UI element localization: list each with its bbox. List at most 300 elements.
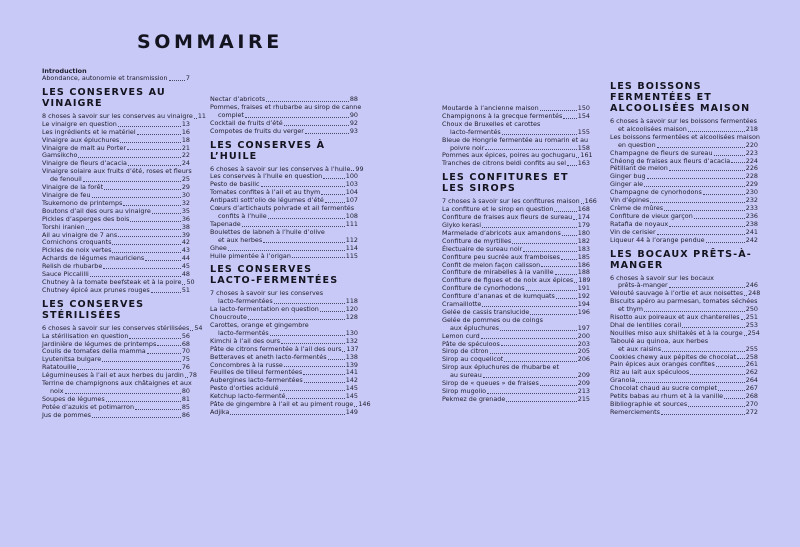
toc-entry-page: 224 (745, 156, 758, 165)
toc-entry-title: Le vinaigre en question (42, 119, 117, 128)
dot-leader (741, 319, 745, 320)
toc-entry-title: Crème de mûres (610, 203, 664, 212)
section-heading: LES BOISSONS FERMENTÉES ET ALCOOLISÉES MAISON (610, 81, 751, 114)
toc-entry-title: Nouilles miso aux shiitakés et à la courge (610, 328, 743, 337)
toc-entry-page: 241 (745, 227, 758, 236)
dot-leader (661, 414, 745, 415)
dot-leader (354, 406, 357, 407)
toc-entry-page: 50 (186, 277, 195, 286)
toc-entry-title: Moutarde à l’ancienne maison (442, 104, 539, 112)
toc-entry-title: Boulettes de labneh à l’huile d’olive (210, 227, 325, 236)
toc-entry-page: 86 (181, 410, 190, 419)
toc-entry-title: Soupes de légumes (42, 394, 105, 403)
dot-leader (555, 274, 577, 275)
dot-leader (102, 361, 181, 362)
toc-entry-page: 270 (745, 400, 758, 408)
dot-leader (284, 125, 349, 126)
dot-leader (185, 377, 188, 378)
toc-entry-page: 161 (580, 151, 593, 160)
toc-entry-title: lacto-fermentés (218, 328, 269, 337)
toc-entry-title: Ketchup lacto-fermenté (210, 392, 286, 401)
toc-entry-title: Confiture peu sucrée aux framboises (442, 252, 560, 261)
dot-leader (487, 393, 577, 394)
dot-leader (490, 353, 577, 354)
dot-leader (90, 276, 181, 277)
toc-entry-page: 70 (181, 347, 190, 356)
toc-entry-page: 16 (181, 127, 190, 136)
toc-entry-title: Boutons d’ail des ours au vinaigre (42, 206, 151, 215)
toc-entry-page: 42 (181, 238, 190, 247)
toc-entry-page: 107 (345, 196, 358, 205)
dot-leader (556, 298, 577, 299)
toc-entry-title: Feuilles de tilleul fermentées (210, 368, 303, 377)
toc-entry-title: Gamsikcho (42, 151, 78, 160)
dot-leader (270, 335, 345, 336)
dot-leader (194, 118, 197, 119)
dot-leader (83, 181, 181, 182)
toc-entry-page: 228 (745, 172, 758, 181)
toc-entry-page: 149 (345, 408, 358, 416)
dot-leader (130, 221, 180, 222)
dot-leader (320, 311, 345, 312)
toc-entry-title: 7 choses à savoir sur les conserves (210, 289, 324, 298)
toc-entry-title: Risotto aux poireaux et aux chanterelles (610, 313, 740, 322)
toc-entry-title: 6 choses à savoir sur les boissons fermentées (610, 117, 757, 125)
toc-entry-title: Betteraves et aneth lacto-fermentés (210, 352, 327, 361)
toc-entry-title: Confiture d’ananas et de kumquats (442, 292, 555, 301)
toc-entry[interactable] (210, 253, 358, 261)
toc-entry-page: 108 (345, 211, 358, 220)
toc-entry-page: 154 (577, 111, 590, 120)
dot-leader (128, 165, 181, 166)
dot-leader (703, 194, 745, 195)
dot-leader (281, 343, 345, 344)
toc-entry-page: 88 (349, 95, 358, 103)
toc-entry-page: 54 (194, 323, 203, 332)
toc-entry-title: complet (218, 110, 244, 119)
toc-entry-title: Granola (610, 376, 636, 385)
toc-entry-title: Jus de pommes (42, 410, 91, 419)
toc-entry-page: 233 (745, 203, 758, 212)
toc-entry-page: 267 (745, 384, 758, 393)
dot-leader (690, 374, 745, 375)
toc-entry-title: Gelée de cassis translucide (442, 307, 530, 316)
toc-entry-title: Ghee (210, 243, 227, 252)
toc-entry-page: 145 (345, 384, 358, 393)
toc-entry-page: 186 (577, 260, 590, 269)
dot-leader (506, 401, 577, 402)
dot-leader (530, 314, 576, 315)
toc-entry-page: 43 (181, 246, 190, 255)
dot-leader (268, 218, 345, 219)
toc-entry-page: 18 (181, 135, 190, 144)
toc-entry-title: Confiture de mirabelles à la vanille (442, 268, 554, 277)
toc-entry-title: Relish de rhubarbe (42, 262, 103, 271)
dot-leader (190, 330, 193, 331)
toc-column-1 (42, 67, 206, 420)
toc-entry-title: 7 choses à savoir sur les confitures maison (442, 197, 580, 206)
toc-entry-page: 68 (181, 339, 190, 348)
toc-entry-page: 81 (181, 394, 190, 403)
toc-entry-title: et aux raisins (618, 344, 662, 353)
dot-leader (242, 226, 345, 227)
dot-leader (78, 157, 180, 158)
toc-entry-title: 6 choses à savoir sur les bocaux (610, 273, 714, 282)
dot-leader (328, 359, 345, 360)
toc-entry-page: 13 (181, 119, 190, 128)
dot-leader (669, 287, 745, 288)
dot-leader (103, 268, 181, 269)
dot-leader (152, 213, 181, 214)
toc-entry[interactable] (610, 237, 758, 245)
toc-entry-title: Vinaigre de fleurs d’acacia (42, 159, 127, 168)
toc-entry-page: 251 (745, 313, 758, 322)
toc-entry-title: Ratafia de noyaux (610, 219, 669, 228)
dot-leader (157, 345, 181, 346)
dot-leader (151, 292, 181, 293)
toc-entry-page: 250 (745, 305, 758, 314)
dot-leader (65, 393, 181, 394)
toc-entry-page: 258 (745, 352, 758, 361)
toc-entry-page: 44 (181, 254, 190, 263)
toc-entry-title: poivre noir (450, 143, 485, 152)
toc-entry-page: 29 (181, 183, 190, 192)
dot-leader (351, 170, 354, 171)
toc-entry[interactable] (442, 396, 590, 404)
dot-leader (688, 406, 745, 407)
dot-leader (501, 345, 577, 346)
toc-entry-page: 255 (745, 344, 758, 353)
toc-entry-title: Adjika (210, 408, 230, 416)
dot-leader (636, 382, 745, 383)
toc-entry-title: Coulis de tomates della mamma (42, 347, 146, 356)
dot-leader (145, 260, 181, 261)
toc-entry-title: Antipasti sott’olio de légumes d’été (210, 196, 324, 205)
toc-entry-page: 48 (181, 270, 190, 279)
dot-leader (261, 186, 345, 187)
toc-entry-title: Champagne de fleurs de sureau (610, 148, 713, 157)
toc-entry-title: Velouté sauvage à l’ortie et aux noisettes (610, 289, 744, 298)
toc-entry-page: 35 (181, 206, 190, 215)
toc-entry-title: 8 choses à savoir sur les conserves au vinaigre (42, 111, 193, 120)
toc-entry-title: Tranches de citrons beldi confits au sel (442, 159, 567, 168)
toc-entry-page: 188 (577, 268, 590, 277)
toc-entry[interactable] (210, 128, 358, 136)
toc-entry-page: 120 (345, 305, 358, 314)
dot-leader (86, 229, 181, 230)
toc-entry-page: 24 (181, 159, 190, 168)
dot-leader (574, 282, 577, 283)
toc-entry-page: 32 (181, 198, 190, 207)
toc-entry-title: Abondance, autonomie et transmission (42, 74, 168, 82)
toc-entry-title: Pickles d’asperges des bois (42, 214, 130, 223)
toc-entry-title: aux épluchures (450, 323, 499, 332)
toc-entry-page: 229 (745, 180, 758, 189)
toc-entry[interactable] (210, 400, 371, 409)
dot-leader (266, 101, 349, 102)
dot-leader (731, 162, 745, 163)
toc-entry-page: 205 (577, 347, 590, 356)
toc-entry-page: 220 (745, 140, 758, 149)
page-title: SOMMAIRE (137, 31, 283, 53)
toc-entry-title: Tsukemono de printemps (42, 198, 123, 207)
toc-entry-page: 114 (345, 243, 358, 252)
toc-entry-title: Champignons à la grecque fermentés (442, 111, 563, 120)
section-heading: LES CONSERVES STÉRILISÉES (42, 298, 145, 321)
toc-entry-title: confits à l’huile (218, 211, 267, 220)
toc-entry-page: 21 (181, 143, 190, 152)
dot-leader (106, 401, 181, 402)
dot-leader (657, 234, 745, 235)
toc-entry-title: Huile pimentée à l’origan (210, 251, 291, 260)
toc-entry-title: Petits babas au rhum et à la vanille (610, 392, 724, 401)
toc-entry[interactable] (442, 160, 590, 168)
toc-entry-title: Torshi iranien (42, 222, 85, 231)
toc-entry-title: Marmelade d’abricots aux amandons (442, 228, 561, 237)
dot-leader (669, 170, 745, 171)
toc-entry-page: 182 (577, 236, 590, 245)
dot-leader (540, 110, 577, 111)
toc-entry-page: 203 (577, 339, 590, 348)
dot-leader (563, 118, 576, 119)
toc-entry-page: 223 (745, 148, 758, 157)
toc-entry-page: 139 (345, 360, 358, 369)
toc-entry-title: Sirop de « queues » de fraises (442, 379, 539, 388)
section-heading: LES CONSERVES À L’HUILE (210, 139, 326, 162)
toc-entry-page: 197 (577, 323, 590, 332)
toc-entry-title: Pekmez de grenade (442, 394, 506, 403)
toc-entry-title: lacto-fermentées (218, 297, 273, 306)
dot-leader (182, 284, 185, 285)
toc-entry-page: 51 (181, 285, 190, 294)
toc-entry-title: Chocolat chaud au sucre complet (610, 384, 717, 393)
toc-entry-page: 45 (181, 262, 190, 271)
toc-entry-page: 118 (345, 297, 358, 306)
dot-leader (92, 417, 181, 418)
toc-entry-page: 200 (577, 331, 590, 340)
toc-entry-page: 30 (181, 190, 190, 199)
toc-entry-page: 92 (349, 118, 358, 127)
toc-entry-page: 99 (355, 164, 364, 173)
toc-entry-title: Dhal de lentilles corail (610, 320, 682, 329)
toc-entry-title: Glyko kerasi (442, 220, 481, 229)
dot-leader (77, 369, 180, 370)
dot-leader (688, 131, 745, 132)
toc-entry-title: Confit de melon façon calisson (442, 260, 541, 269)
toc-entry-title: Légumineuses à l’ail et aux herbes du jardin (42, 371, 184, 380)
dot-leader (129, 338, 180, 339)
toc-entry-title: Sirop de citron (442, 347, 489, 356)
toc-entry-title: Tomates confites à l’ail et au thym (210, 188, 321, 197)
toc-entry[interactable] (210, 237, 358, 245)
dot-leader (540, 385, 577, 386)
dot-leader (304, 382, 345, 383)
toc-entry-page: 191 (577, 284, 590, 293)
dot-leader (292, 257, 345, 258)
toc-entry-page: 36 (181, 214, 190, 223)
dot-leader (280, 390, 345, 391)
dot-leader (123, 205, 181, 206)
dot-leader (694, 218, 745, 219)
toc-entry-page: 166 (584, 197, 597, 206)
toc-entry[interactable] (610, 409, 758, 417)
toc-entry-page: 253 (745, 320, 758, 329)
dot-leader (512, 243, 577, 244)
dot-leader (305, 133, 349, 134)
toc-entry-title: Les conserves à l’huile en question (210, 172, 323, 181)
toc-entry-page: 209 (577, 371, 590, 380)
toc-entry-title: Pâte de spéculoos (442, 339, 500, 348)
dot-leader (541, 266, 577, 267)
toc-entry-page: 168 (577, 205, 590, 214)
dot-leader (112, 244, 180, 245)
dot-leader (718, 390, 745, 391)
toc-entry-page: 236 (745, 211, 758, 220)
toc-entry-title: Confiture de myrtilles (442, 236, 512, 245)
toc-entry-title: Terrine de champignons aux châtaignes et aux (42, 379, 192, 388)
toc-entry-page: 75 (181, 355, 190, 364)
toc-entry-page: 230 (745, 188, 758, 197)
toc-entry-title: 6 choses à savoir sur les conserves à l’huile (210, 164, 351, 173)
toc-entry-title: Potée d’azukis et potimarron (42, 402, 135, 411)
toc-entry-page: 7 (185, 74, 190, 82)
toc-entry-page: 272 (745, 407, 758, 416)
dot-leader (502, 134, 577, 135)
dot-leader (714, 155, 745, 156)
section-heading: LES BOCAUX PRÊTS-À-MANGER (610, 248, 752, 271)
toc-entry-title: La confiture et le sirop en question (442, 205, 554, 214)
toc-entry-page: 90 (349, 110, 358, 119)
toc-entry-title: Chutney épicé aux prunes rouges (42, 285, 150, 294)
dot-leader (228, 250, 345, 251)
dot-leader (135, 409, 181, 410)
toc-entry-title: Confiture de figues et de noix aux épices (442, 276, 574, 285)
toc-entry-title: Pesto d’orties acidulé (210, 384, 279, 393)
toc-entry-title: Vinaigre aux épluchures (42, 135, 120, 144)
dot-leader (724, 398, 745, 399)
toc-entry-title: Chéong de fraises aux fleurs d’acacia (610, 156, 731, 165)
toc-entry-page: 85 (181, 402, 190, 411)
toc-entry-page: 196 (577, 307, 590, 316)
toc-entry-title: Cookies chewy aux pépites de chocolat (610, 352, 737, 361)
dot-leader (120, 142, 181, 143)
toc-entry-title: Sirop au coquelicot (442, 355, 504, 364)
dot-leader (657, 147, 745, 148)
dot-leader (644, 311, 745, 312)
dot-leader (669, 226, 745, 227)
dot-leader (706, 242, 745, 243)
toc-entry-title: 6 choses à savoir sur les conserves stérilisées (42, 323, 190, 332)
toc-entry-title: Confiture de cynorhodons (442, 284, 525, 293)
dot-leader (482, 227, 577, 228)
toc-entry-title: Nectar d’abricots (210, 95, 266, 103)
toc-entry-page: 93 (349, 126, 358, 135)
dot-leader (169, 80, 185, 81)
toc-entry-page: 103 (345, 180, 358, 189)
toc-entry-title: Taboulé au quinoa, aux herbes (610, 336, 709, 345)
toc-entry-title: et alcoolisées maison (618, 124, 687, 133)
toc-entry-title: Compotes de fruits du verger (210, 126, 304, 135)
dot-leader (562, 235, 577, 236)
dot-leader (263, 242, 345, 243)
toc-entry-page: 130 (345, 328, 358, 337)
toc-entry-title: Concombres à la russe (210, 360, 283, 369)
toc-entry-title: Vinaigre de malt au Porter (42, 143, 126, 152)
dot-leader (744, 335, 747, 336)
toc-entry-page: 218 (745, 124, 758, 133)
dot-leader (118, 236, 181, 237)
toc-entry-title: Remerciements (610, 407, 660, 416)
dot-leader (323, 178, 345, 179)
toc-entry-page: 248 (748, 289, 761, 298)
section-heading: LES CONFITURES ET LES SIROPS (442, 172, 569, 195)
toc-entry-title: Les ingrédients et le matériel (42, 127, 136, 136)
dot-leader (573, 219, 577, 220)
dot-leader (561, 259, 577, 260)
dot-leader (664, 210, 745, 211)
toc-entry-page: 155 (577, 127, 590, 136)
toc-entry-page: 145 (345, 392, 358, 401)
toc-entry-page: 142 (345, 376, 358, 385)
toc-entry-title: Vinaigre solaire aux fruits d’été, roses et fleurs (42, 167, 192, 176)
toc-entry-title: Chutney à la tomate beefsteak et à la poire (42, 277, 182, 286)
toc-entry-page: 194 (577, 300, 590, 309)
toc-entry-title: prêts-à-manger (618, 281, 668, 290)
toc-entry-page: 158 (577, 143, 590, 152)
toc-entry-title: Cramaillotte (442, 300, 482, 309)
toc-entry-title: et aux herbes (218, 235, 263, 244)
dot-leader (112, 252, 180, 253)
toc-entry-title: Kimchi à l’ail des ours (210, 336, 281, 345)
toc-entry[interactable] (210, 409, 358, 417)
dot-leader (325, 202, 345, 203)
toc-entry-page: 264 (745, 376, 758, 385)
dot-leader (554, 211, 576, 212)
toc-entry-page: 209 (577, 379, 590, 388)
toc-entry-page: 238 (745, 219, 758, 228)
toc-entry[interactable] (42, 75, 190, 83)
toc-entry-page: 38 (181, 222, 190, 231)
toc-entry-page: 206 (577, 355, 590, 364)
toc-column-4 (610, 81, 761, 417)
toc-entry-title: Sirop mugolio (442, 387, 487, 395)
toc-entry-title: Bibliographie et sources (610, 400, 688, 408)
toc-entry-page: 242 (745, 235, 758, 244)
toc-entry-title: Lyutenitsa bulgare (42, 355, 102, 364)
toc-entry-title: Pâte de citrons fermentée à l’ail des ours (210, 344, 342, 353)
toc-entry-page: 246 (745, 281, 758, 290)
toc-entry-title: Vin de cerisier (610, 227, 656, 236)
toc-entry[interactable] (42, 287, 190, 295)
dot-leader (650, 202, 745, 203)
toc-entry-page: 138 (345, 352, 358, 361)
toc-entry[interactable] (42, 380, 190, 388)
toc-entry-page: 80 (181, 387, 190, 395)
dot-leader (342, 351, 345, 352)
toc-entry-title: Confiture de vieux garçon (610, 211, 693, 220)
toc-entry-title: Électuaire de sureau noir (442, 244, 523, 253)
dot-leader (523, 251, 577, 252)
toc-entry-page: 56 (181, 331, 190, 340)
toc-entry-page: 174 (577, 213, 590, 222)
toc-entry-title: Ginger bug (610, 172, 646, 181)
toc-entry-title: La stérilisation en question (42, 331, 129, 340)
section-heading: LES CONSERVES LACTO-FERMENTÉES (210, 264, 339, 287)
toc-entry-page: 25 (181, 175, 190, 184)
dot-leader (245, 117, 349, 118)
toc-entry-title: Pommes aux épices, poires au gochugaru (442, 151, 576, 160)
toc-entry[interactable] (42, 412, 190, 420)
